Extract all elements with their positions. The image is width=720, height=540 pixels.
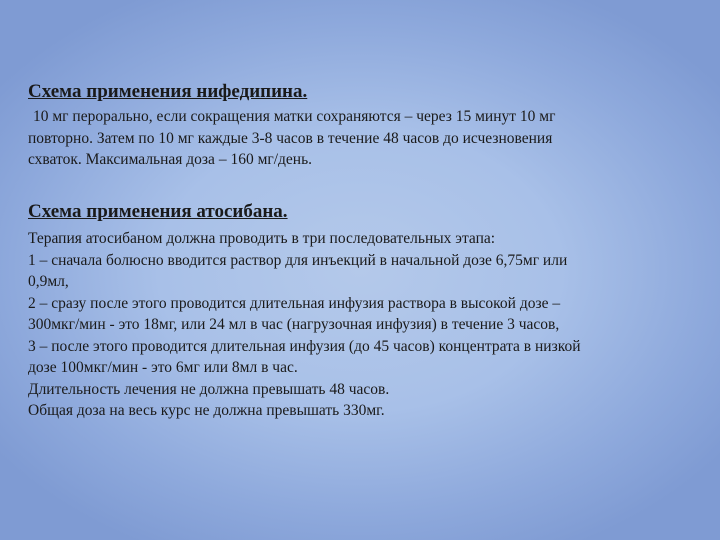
- atosiban-line: 2 – сразу после этого проводится длительная инфузия раствора в высокой дозе –: [28, 294, 561, 312]
- nifedipine-line: повторно. Затем по 10 мг каждые 3-8 часов в течение 48 часов до исчезновения: [28, 129, 553, 147]
- atosiban-line: 0,9мл,: [28, 273, 69, 290]
- nifedipine-line: схваток. Максимальная доза – 160 мг/день.: [28, 151, 313, 168]
- atosiban-line: 300мкг/мин - это 18мг, или 24 мл в час (нагрузочная инфузия) в течение 3 часов,: [28, 316, 560, 333]
- atosiban-heading: Схема применения атосибана.: [28, 201, 288, 222]
- atosiban-line: Длительность лечения не должна превышать 48 часов.: [28, 380, 390, 398]
- atosiban-line: Общая доза на весь курс не должна превышать 330мг.: [28, 402, 385, 419]
- nifedipine-line: 10 мг перорально, если сокращения матки сохраняются – через 15 минут 10 мг: [33, 108, 556, 125]
- atosiban-line: Терапия атосибаном должна проводить в три последовательных этапа:: [28, 230, 496, 247]
- atosiban-line: 3 – после этого проводится длительная инфузия (до 45 часов) концентрата в низкой: [28, 337, 581, 355]
- nifedipine-section: [28, 80, 692, 171]
- atosiban-section: [28, 200, 692, 422]
- nifedipine-text: [28, 106, 692, 171]
- atosiban-line: дозе 100мкг/мин - это 6мг или 8мл в час.: [28, 359, 298, 376]
- atosiban-text: [28, 228, 692, 422]
- atosiban-line: 1 – сначала болюсно вводится раствор для инъекций в начальной дозе 6,75мг или: [28, 251, 568, 269]
- nifedipine-heading: Схема применения нифедипина.: [28, 81, 308, 102]
